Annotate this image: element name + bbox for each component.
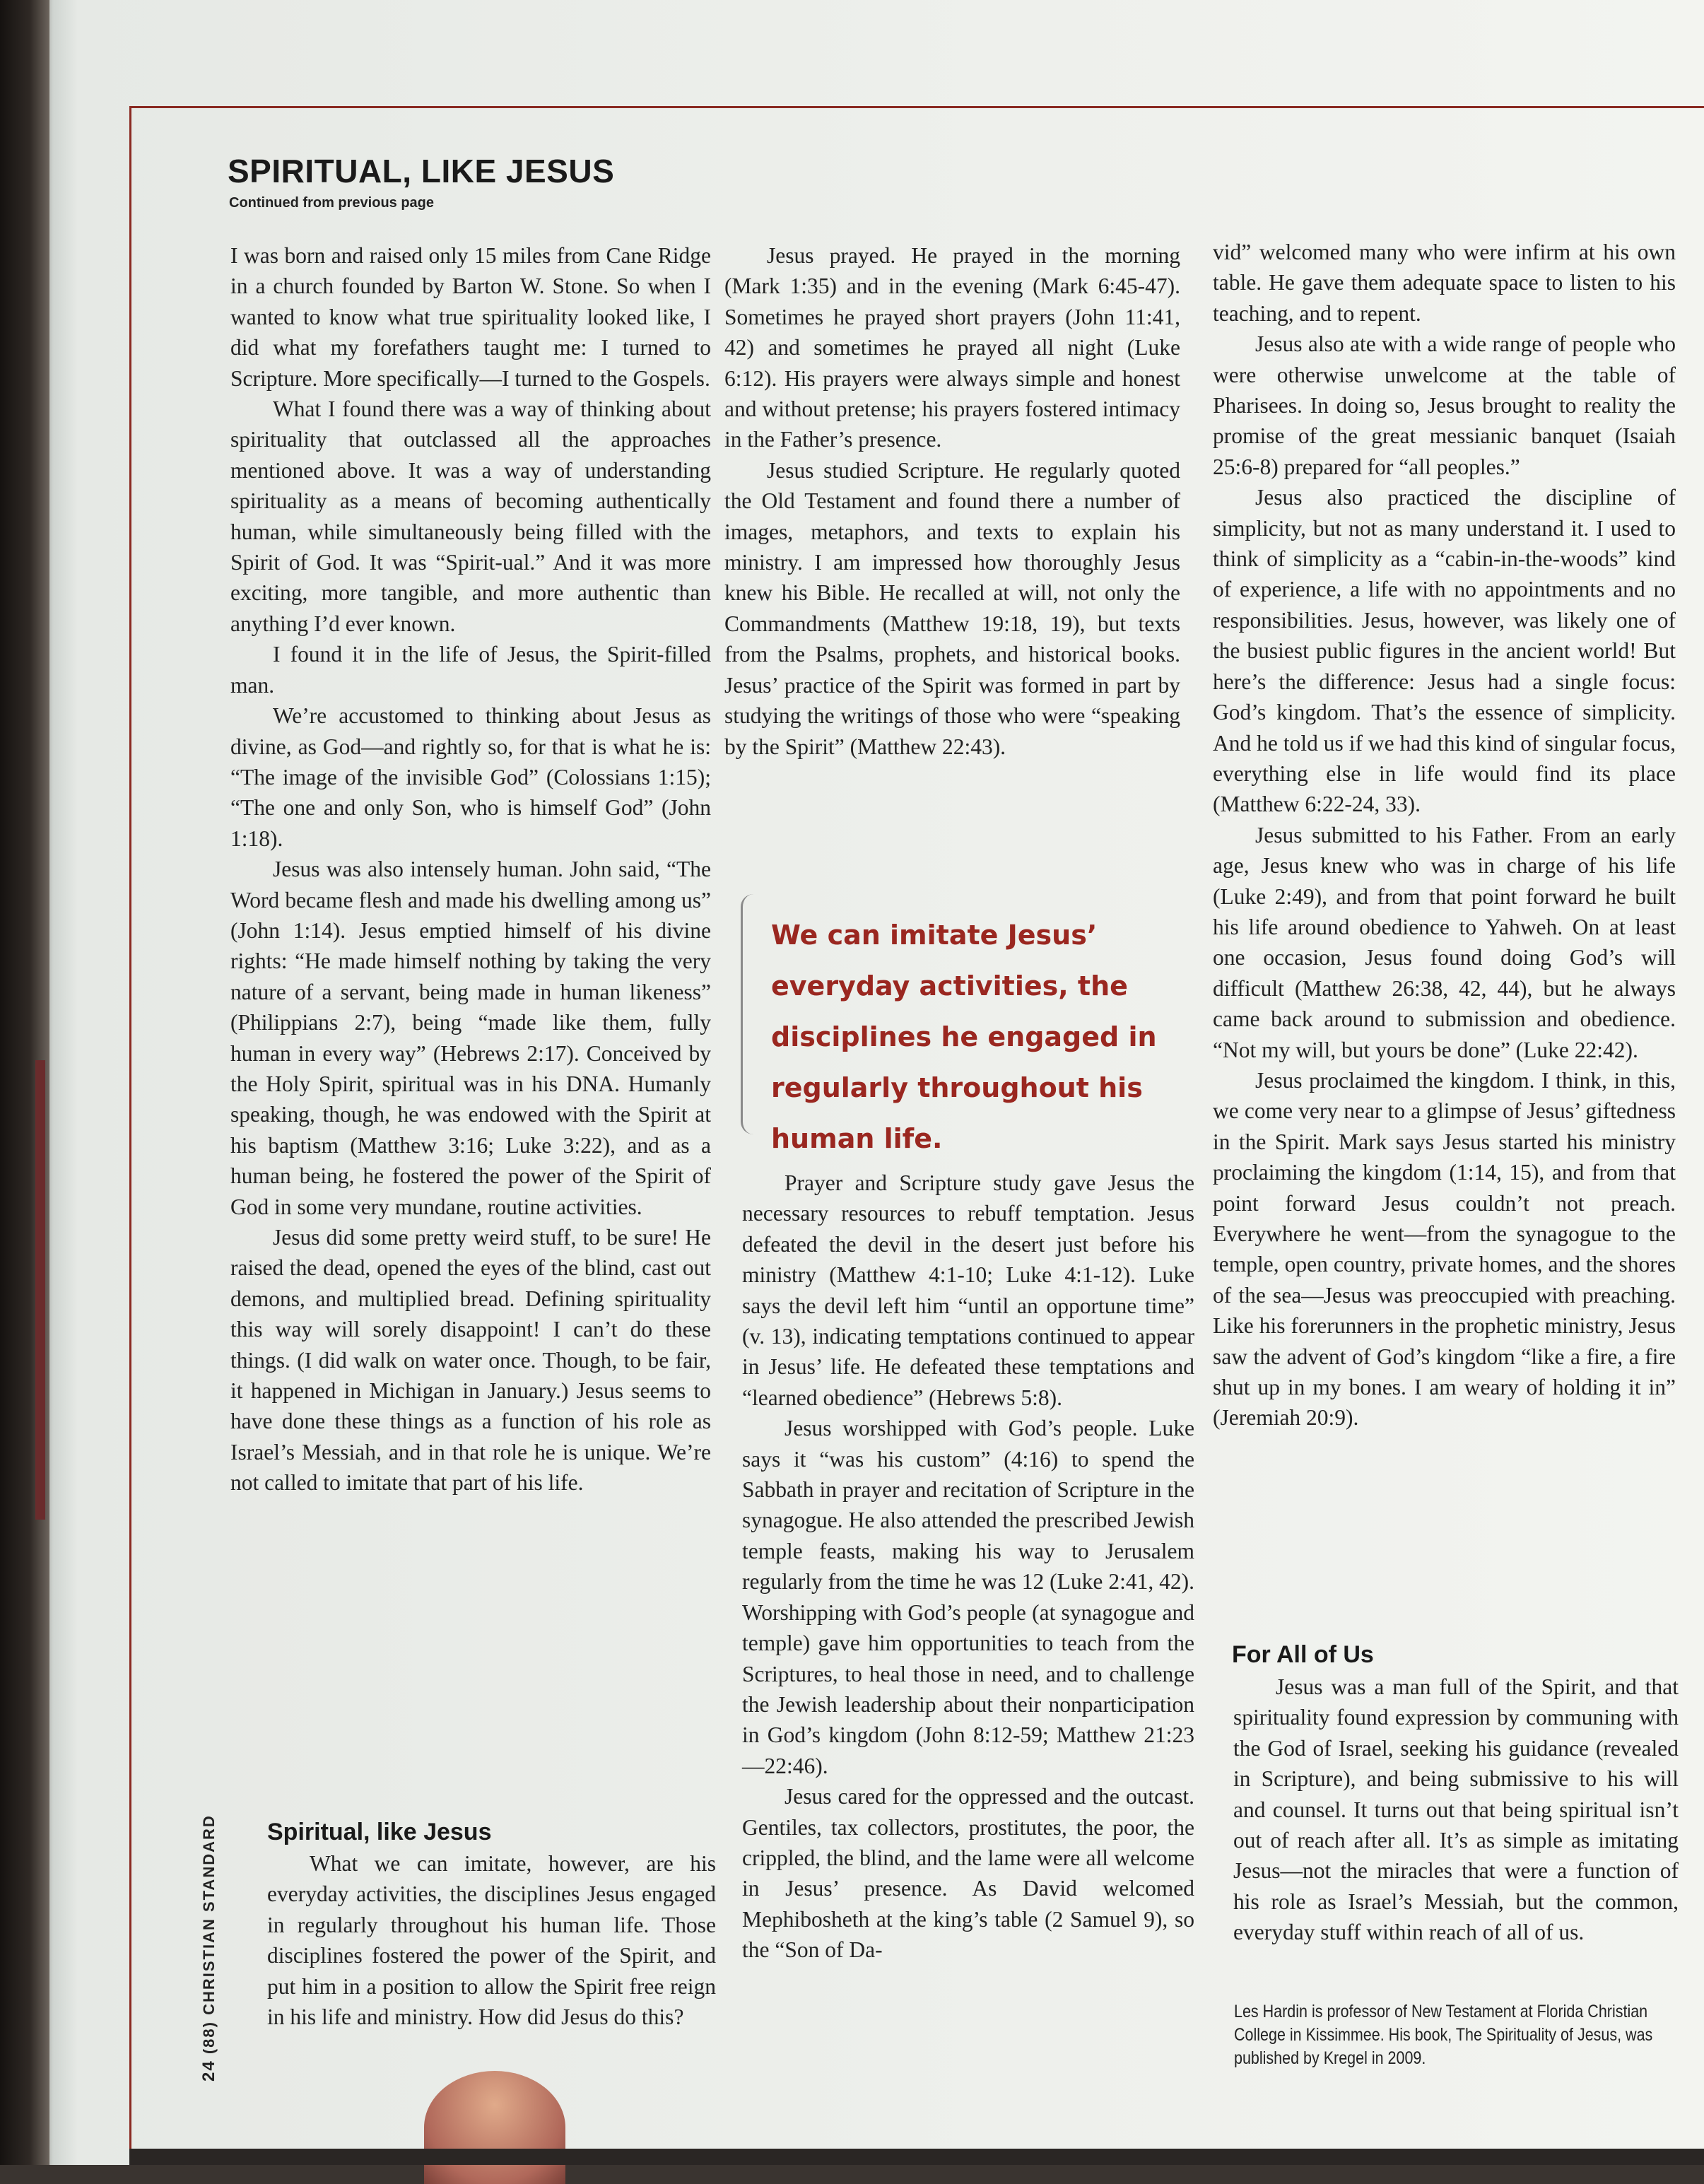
pull-quote (741, 894, 1195, 1154)
column-2-bottom (742, 1168, 1194, 1966)
paragraph: What I found there was a way of thinking about spirituality that outclassed all the approaches mentioned above. It was a way of understanding spirituality as a means of becoming authentically human, while simultaneously being filled with the Spirit of God. It was “Spirit-ual.” And it was more exciting, more tangible, and more authentic than anything I’d ever known. (230, 397, 711, 636)
paragraph: Jesus proclaimed the kingdom. I think, in this, we come very near to a glimpse of Jesus’ giftedness in the Spirit. Mark says Jesus started his ministry proclaiming the kingdom (1:14, 15), and from that point forward Jesus couldn’t not preach. Everywhere he went—from the synagogue to the temple, open country, private homes, and the shores of the sea—Jesus was preoccupied with preaching. Like his forerunners in the prophetic ministry, Jesus saw the advent of God’s kingdom “like a fire, a fire shut up in my bones. I am weary of holding it in” (Jeremiah 20:9). (1213, 1067, 1676, 1431)
page-bottom-edge (129, 2149, 1704, 2165)
subhead-spiritual-like-jesus: Spiritual, like Jesus (267, 1819, 492, 1845)
paragraph: Jesus was also intensely human. John said, “The Word became flesh and made his dwelling among us” (John 1:14). Jesus emptied himself of his divine rights: “He made himself nothing by taking the very nature of a servant, being made in human likeness” (Philippians 2:7), being “made like them, fully human in every way” (Hebrews 2:17). Conceived by the Holy Spirit, spiritual was in his DNA. Humanly speaking, though, he was endowed with the Spirit at his baptism (Matthew 3:16; Luke 3:22), and as a human being, he fostered the power of the Spirit of God in some very mundane, routine activities. (230, 857, 711, 1219)
article-title: SPIRITUAL, LIKE JESUS (228, 153, 615, 189)
continued-note: Continued from previous page (229, 195, 435, 211)
paragraph: Jesus cared for the oppressed and the outcast. Gentiles, tax collectors, prostitutes, the poor, the crippled, the blind, and the lame were all welcome in Jesus’ presence. As David welcomed Mephibosheth at the king’s table (2 Samuel 9), so the “Son of Da- (742, 1784, 1194, 1963)
paragraph: Jesus studied Scripture. He regularly quoted the Old Testament and found there a number of images, metaphors, and texts to explain his ministry. I am impressed how thoroughly Jesus knew his Bible. He recalled at will, not only the Commandments (Matthew 19:18, 19), but texts from the Psalms, prophets, and historical books. Jesus’ practice of the Spirit was formed in part by studying the writings of those who were “speaking by the Spirit” (Matthew 22:43). (724, 457, 1180, 759)
page-folio (199, 1814, 219, 2082)
paragraph: Jesus also ate with a wide range of people who were otherwise unwelcome at the table of Pharisees. In doing so, Jesus brought to reality the promise of the great messianic banquet (Isaiah 25:6-8) prepared for “all peoples.” (1213, 331, 1676, 479)
paragraph: Jesus worshipped with God’s people. Luke says it “was his custom” (4:16) to spend the Sabbath in prayer and recitation of Scripture in the synagogue. He also attended the prescribed Jewish temple feasts, making his way to Jerusalem regularly from the time he was 12 (Luke 2:41, 42). Worshipping with God’s people (at synagogue and temple) gave him opportunities to teach from the Scriptures, to heal those in need, and to challenge the Jewish leadership about their nonparticipation in God’s kingdom (John 8:12-59; Matthew 21:23—22:46). (742, 1416, 1194, 1778)
paragraph: vid” welcomed many who were infirm at his own table. He gave them adequate space to listen to his teaching, and to repent. (1213, 240, 1676, 326)
column-1 (230, 240, 711, 1498)
paragraph: Jesus did some pretty weird stuff, to be sure! He raised the dead, opened the eyes of the blind, cast out demons, and multiplied bread. Defining spirituality this way will sorely disappoint! I can’t do these things. (I did walk on water once. Though, to be fair, it happened in Michigan in January.) Jesus seems to have done these things as a function of his role as Israel’s Messiah, and in that role he is unique. We’re not called to imitate that part of his life. (230, 1225, 711, 1496)
column-3 (1213, 237, 1676, 1433)
paragraph: Prayer and Scripture study gave Jesus the necessary resources to rebuff temptation. Jesus defeated the devil in the desert just before his ministry (Matthew 4:1-10; Luke 4:1-12). Luke says the devil left him “until an opportune time” (v. 13), indicating temptations continued to appear in Jesus’ life. He defeated these temptations and “learned obedience” (Hebrews 5:8). (742, 1170, 1194, 1410)
column-1-continued (267, 1848, 716, 2032)
page-number: 24 (199, 2060, 218, 2082)
column-3-continued (1233, 1672, 1679, 1948)
paragraph: Jesus also practiced the discipline of simplicity, but not as many understand it. I used to think of simplicity as a “cabin-in-the-woods” kind of experience, a life with no appointments and no responsibilities. Jesus, however, was likely one of the busiest public figures in the ancient world! But here’s the difference: Jesus had a single focus: God’s kingdom. That’s the essence of simplicity. And he told us if we had this kind of singular focus, everything else in life would find its place (Matthew 6:22-24, 33). (1213, 485, 1676, 817)
paragraph: I was born and raised only 15 miles from Cane Ridge in a church founded by Barton W. Stone. So when I wanted to know what true spirituality looked like, I did what my forefathers taught me: I turned to Scripture. More specifically—I turned to the Gospels. (230, 243, 711, 391)
paragraph: Jesus prayed. He prayed in the morning (Mark 1:35) and in the evening (Mark 6:45-47). Sometimes he prayed short prayers (John 11:41, 42) and sometimes he prayed all night (Luke 6:12). His prayers were always simple and honest and without pretense; his prayers fostered intimacy in the Father’s presence. (724, 243, 1180, 452)
column-2-top (724, 240, 1180, 762)
author-bio: Les Hardin is professor of New Testament at Florida Christian College in Kissimmee. His book, The Spirituality of Jesus, was published by Kregel in 2009. (1234, 2002, 1653, 2068)
running-footer: (88) CHRISTIAN STANDARD (200, 1814, 218, 2055)
paragraph: We’re accustomed to thinking about Jesus as divine, as God—and rightly so, for that is what he is: “The image of the invisible God” (Colossians 1:15); “The one and only Son, who is himself God” (John 1:18). (230, 703, 711, 851)
paragraph: What we can imitate, however, are his everyday activities, the disciplines Jesus engaged in regularly throughout his human life. Those disciplines fostered the power of the Spirit, and put him in a position to allow the Spirit free reign in his life and ministry. How did Jesus do this? (267, 1851, 716, 2030)
subhead-for-all-of-us: For All of Us (1232, 1641, 1374, 1668)
pull-quote-text: We can imitate Jesus’ everyday activities, the disciplines he engaged in regularly throughout his human life. (771, 920, 1157, 1154)
thumb-photo-artifact (424, 2071, 565, 2184)
spine-accent (35, 1060, 45, 1520)
paragraph: I found it in the life of Jesus, the Spirit-filled man. (230, 642, 711, 698)
paragraph: Jesus was a man full of the Spirit, and that spirituality found expression by communing with the God of Israel, seeking his guidance (revealed in Scripture), and being submissive to his will and counsel. It turns out that being spiritual isn’t out of reach after all. It’s as simple as imitating Jesus—not the miracles that were a function of his role as Israel’s Messiah, but the common, everyday stuff within reach of all of us. (1233, 1674, 1679, 1945)
paragraph: Jesus submitted to his Father. From an early age, Jesus knew who was in charge of his life (Luke 2:49), and from that point forward he built his life around obedience to Yahweh. On at least one occasion, Jesus found doing God’s will difficult (Matthew 26:38, 42, 44), but he always came back around to submission and obedience. “Not my will, but yours be done” (Luke 22:42). (1213, 822, 1676, 1062)
